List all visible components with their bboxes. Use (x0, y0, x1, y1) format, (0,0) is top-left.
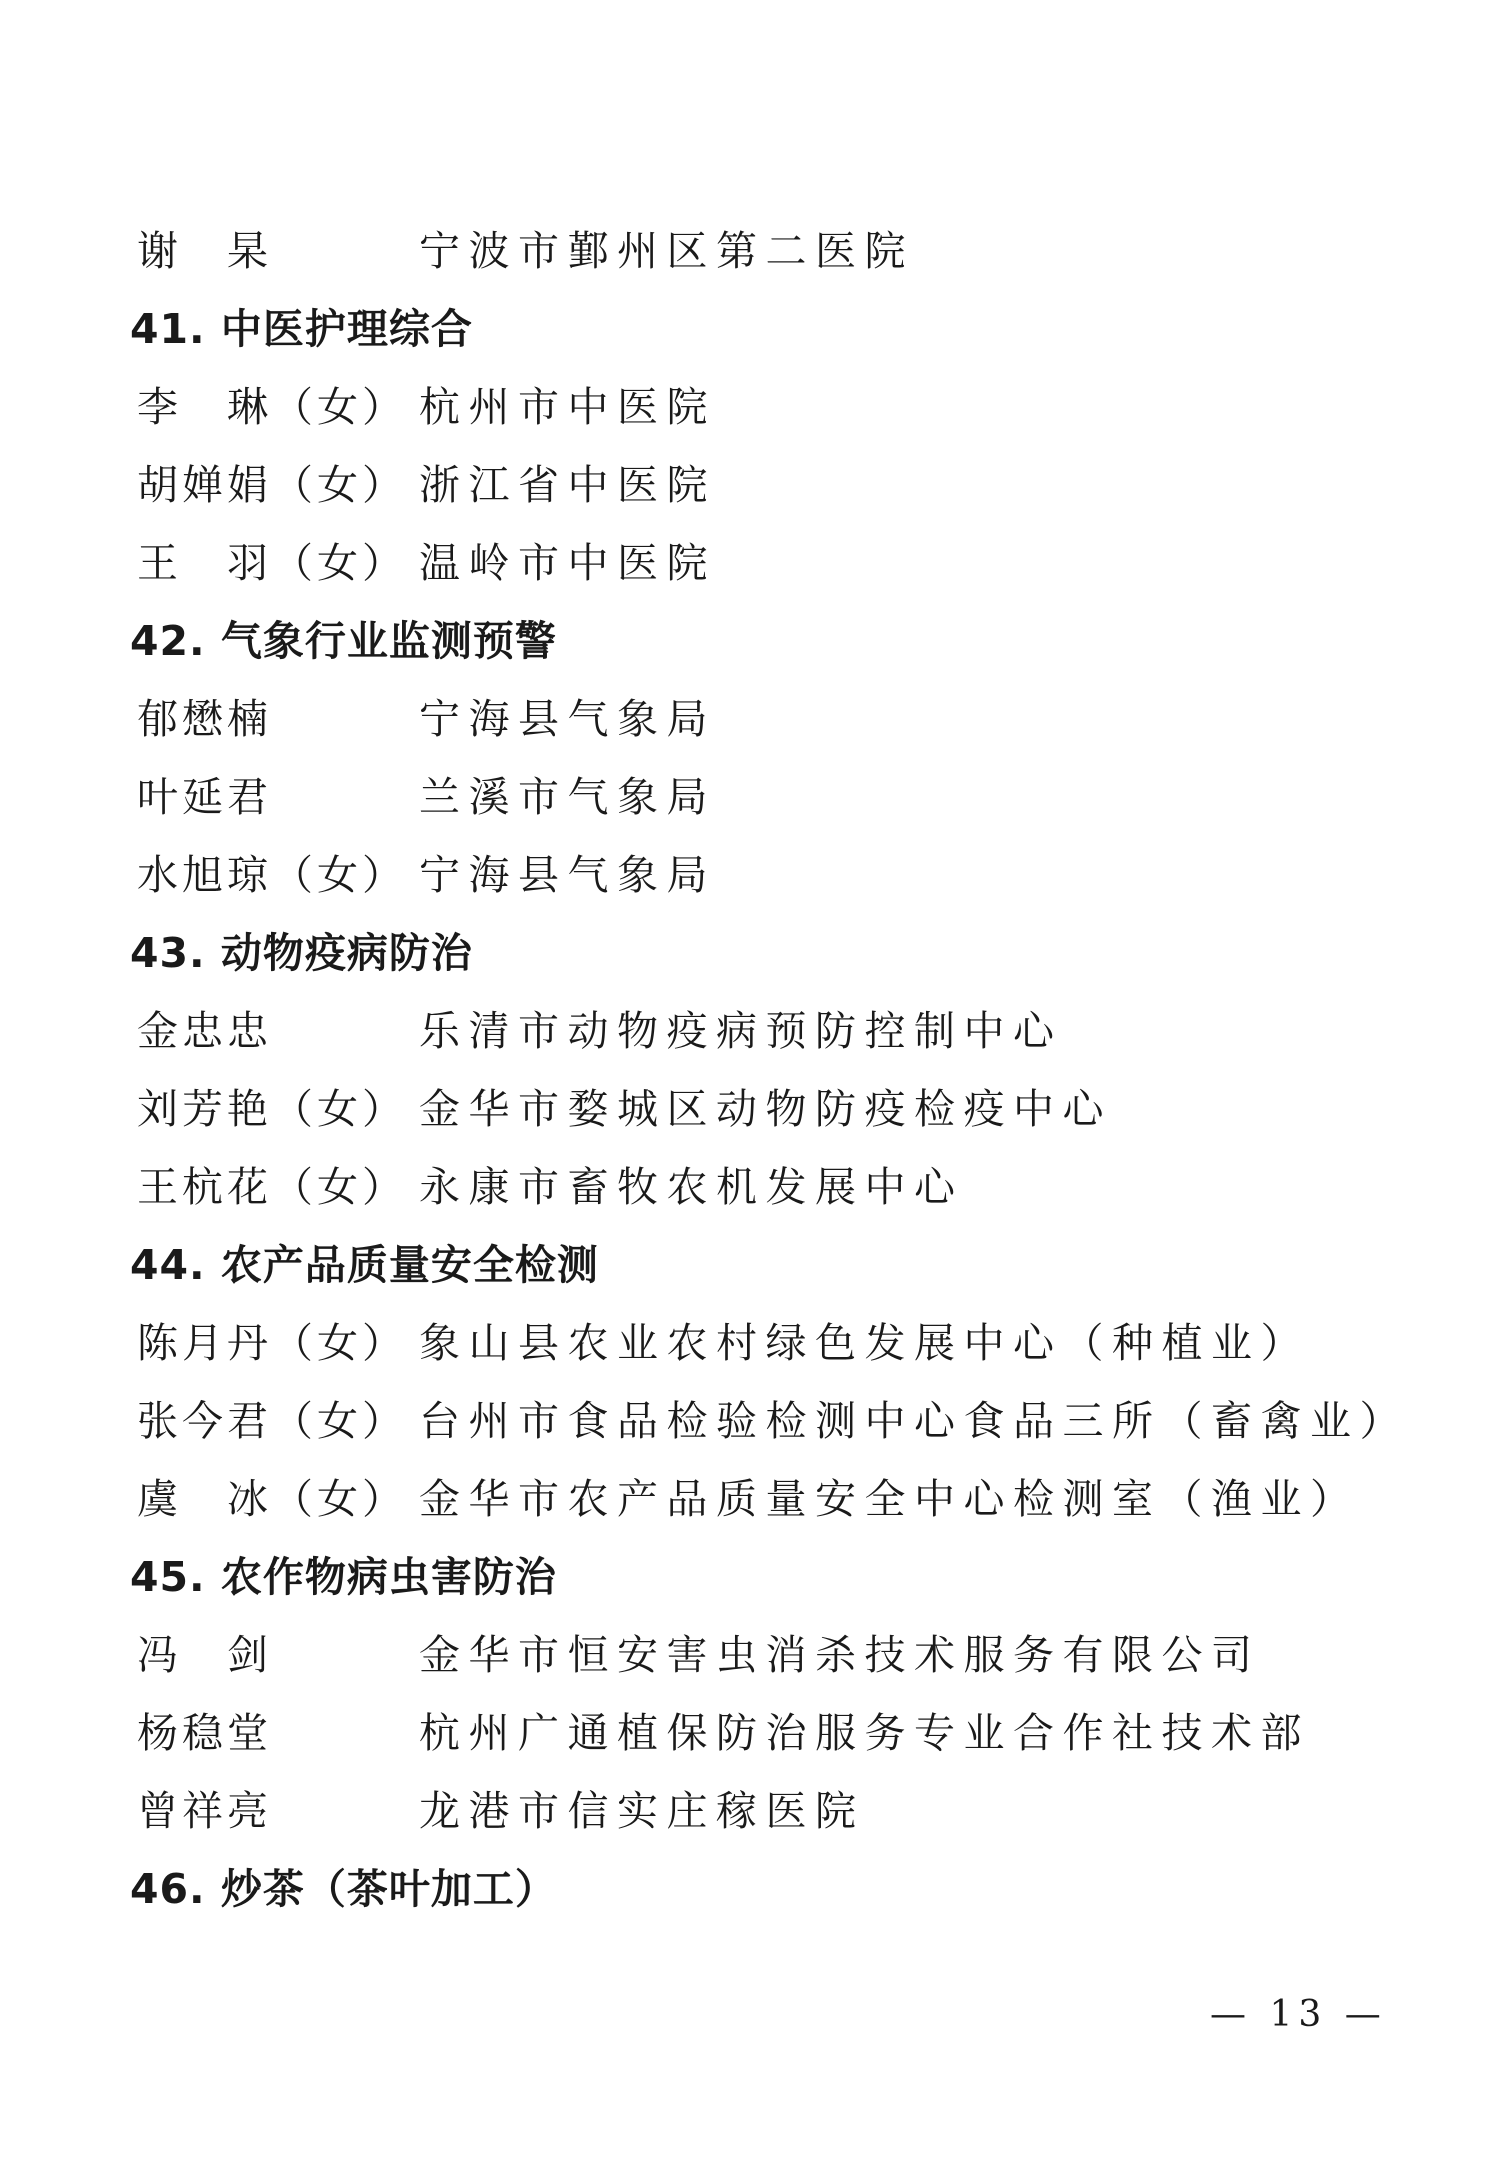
section-heading: 42. 气象行业监测预警 (130, 617, 557, 665)
person-name: 胡婵娟（女） (137, 461, 407, 509)
organization: 象山县农业农村绿色发展中心（种植业） (419, 1319, 1310, 1367)
person-name: 叶延君 (137, 773, 272, 821)
person-name: 金忠忠 (137, 1007, 272, 1055)
person-name: 郁懋楠 (137, 695, 272, 743)
organization: 宁海县气象局 (419, 851, 716, 899)
organization: 金华市恒安害虫消杀技术服务有限公司 (419, 1631, 1261, 1679)
organization: 永康市畜牧农机发展中心 (419, 1163, 964, 1211)
person-name: 杨稳堂 (137, 1709, 272, 1757)
section-heading: 44. 农产品质量安全检测 (130, 1241, 599, 1289)
organization: 兰溪市气象局 (419, 773, 716, 821)
section-heading: 46. 炒茶（茶叶加工） (130, 1865, 557, 1913)
organization: 宁波市鄞州区第二医院 (419, 227, 914, 275)
organization: 龙港市信实庄稼医院 (419, 1787, 865, 1835)
person-name: 虞 冰（女） (137, 1475, 407, 1523)
organization: 台州市食品检验检测中心食品三所（畜禽业） (419, 1397, 1409, 1445)
organization: 温岭市中医院 (419, 539, 716, 587)
section-heading: 41. 中医护理综合 (130, 305, 473, 353)
person-name: 刘芳艳（女） (137, 1085, 407, 1133)
organization: 宁海县气象局 (419, 695, 716, 743)
section-heading: 43. 动物疫病防治 (130, 929, 473, 977)
organization: 乐清市动物疫病预防控制中心 (419, 1007, 1063, 1055)
page-number: — 13 — (1210, 1994, 1387, 2035)
organization: 金华市农产品质量安全中心检测室（渔业） (419, 1475, 1360, 1523)
person-name: 张今君（女） (137, 1397, 407, 1445)
person-name: 王 羽（女） (137, 539, 407, 587)
person-name: 王杭花（女） (137, 1163, 407, 1211)
organization: 金华市婺城区动物防疫检疫中心 (419, 1085, 1112, 1133)
person-name: 水旭琼（女） (137, 851, 407, 899)
organization: 浙江省中医院 (419, 461, 716, 509)
person-name: 曾祥亮 (137, 1787, 272, 1835)
person-name: 冯 剑 (137, 1631, 272, 1679)
organization: 杭州广通植保防治服务专业合作社技术部 (419, 1709, 1310, 1757)
person-name: 李 琳（女） (137, 383, 407, 431)
organization: 杭州市中医院 (419, 383, 716, 431)
person-name: 谢 杲 (137, 227, 272, 275)
person-name: 陈月丹（女） (137, 1319, 407, 1367)
section-heading: 45. 农作物病虫害防治 (130, 1553, 557, 1601)
